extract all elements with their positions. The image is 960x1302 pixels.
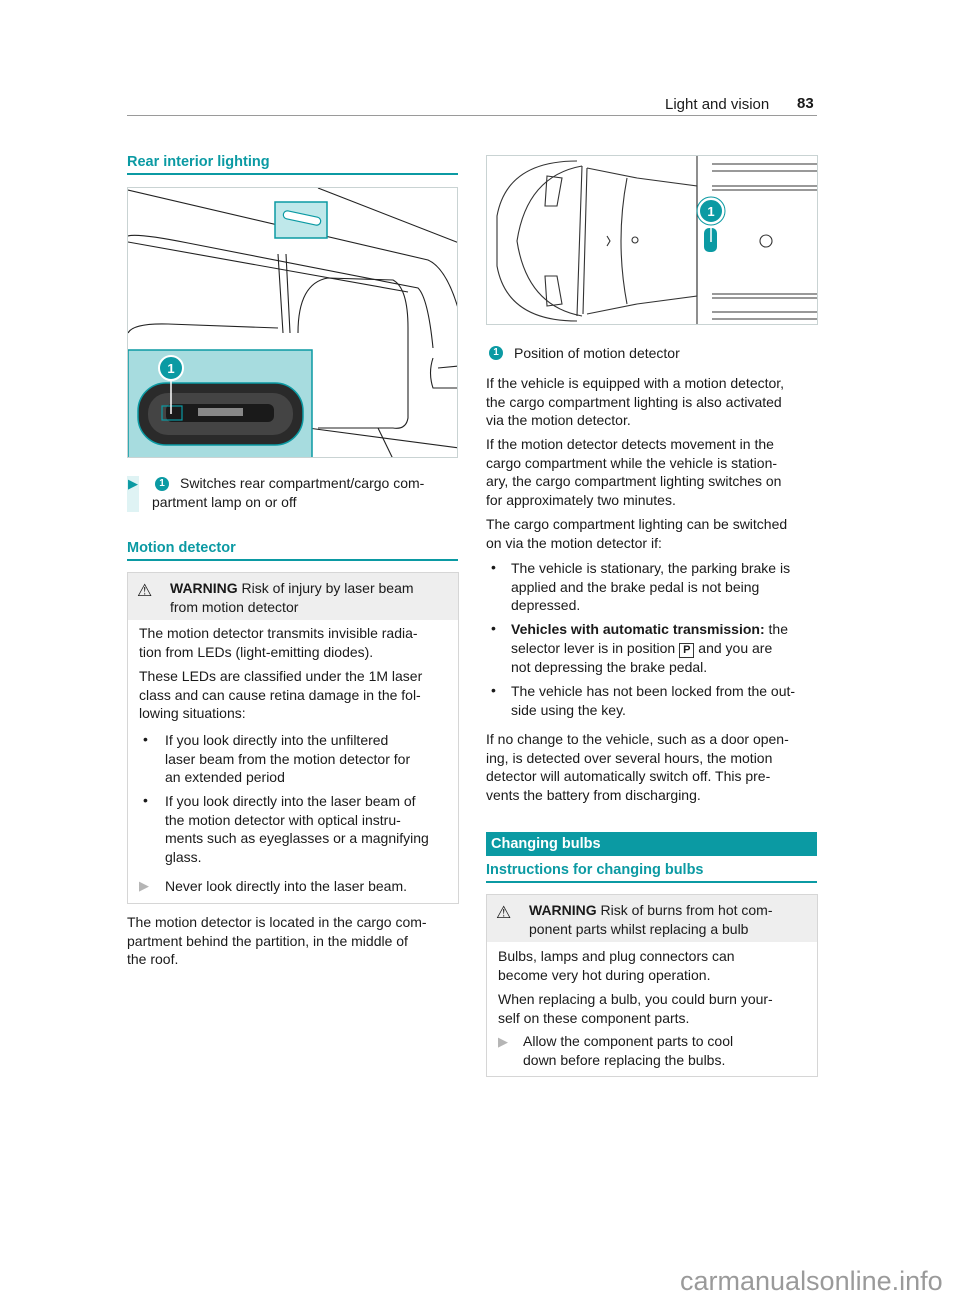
warning-title-text: Risk of injury by laser beam from motion detector — [170, 580, 414, 615]
section-bar-title: Changing bulbs — [491, 836, 601, 852]
bold-label: Vehicles with automatic transmission: — [511, 621, 765, 637]
warning-triangle-icon: ⚠ — [496, 903, 512, 922]
warning-triangle-icon: ⚠ — [137, 581, 153, 600]
rear-lamp-step: Switches rear compartment/cargo com- partment lamp on or off — [152, 475, 425, 510]
callout-1-badge: 1 — [155, 477, 169, 491]
warning-paragraph: Bulbs, lamps and plug connectors can become very hot during operation. — [498, 948, 735, 983]
warning-label: WARNING — [170, 580, 238, 596]
warning-action: Allow the component parts to cool down before replacing the bulbs. — [523, 1033, 734, 1068]
paragraph: If the motion detector detects movement in the cargo compartment while the vehicle is station- ary, the cargo compartment lighting switches on for approximately two minutes. — [486, 436, 782, 508]
section-title-motion-detector: Motion detector — [127, 540, 236, 556]
burn-warning-box — [486, 894, 818, 1077]
watermark: carmanualsonline.info — [680, 1266, 943, 1296]
warning-bullet: If you look directly into the unfiltered laser beam from the motion detector for an extended period — [165, 732, 411, 786]
title-rule — [127, 173, 458, 175]
warning-paragraph: These LEDs are classified under the 1M laser class and can cause retina damage in the fol- lowing situations: — [139, 668, 423, 722]
warning-action: Never look directly into the laser beam. — [165, 878, 407, 894]
warning-label: WARNING — [529, 902, 597, 918]
header-rule — [127, 115, 817, 116]
vehicle-interior-drawing — [128, 188, 458, 458]
bullet-dot: • — [143, 792, 148, 808]
bullet-dot: • — [491, 559, 496, 575]
rear-lamp-illustration — [127, 187, 458, 458]
condition-bullet — [511, 620, 788, 676]
page-number: 83 — [797, 95, 814, 112]
section-bar-changing-bulbs — [486, 832, 817, 856]
warning-header — [487, 895, 817, 942]
vehicle-top-drawing — [487, 156, 818, 325]
bullet-dot: • — [143, 731, 148, 747]
callout-1-label: 1 — [707, 204, 715, 219]
subsection-title: Instructions for changing bulbs — [486, 862, 704, 878]
warning-title-text: Risk of burns from hot com- ponent parts whilst replacing a bulb — [529, 902, 773, 937]
title-rule — [486, 881, 817, 883]
step-arrow-icon: ▶ — [128, 476, 138, 491]
warning-paragraph: The motion detector transmits invisible radia- tion from LEDs (light-emitting diodes). — [139, 625, 418, 660]
laser-warning-box — [127, 572, 459, 904]
warning-title — [529, 901, 773, 938]
callout-1-badge: 1 — [489, 346, 503, 360]
action-arrow-icon: ▶ — [139, 878, 149, 893]
condition-bullet: The vehicle has not been locked from the out- side using the key. — [511, 683, 796, 718]
paragraph: If the vehicle is equipped with a motion detector, the cargo compartment lighting is also activated via the motion detector. — [486, 375, 785, 429]
callout-1-label: 1 — [167, 361, 175, 376]
bullet-text: the selector lever is in position — [511, 621, 788, 656]
gear-position-p-symbol: P — [679, 643, 694, 658]
section-title-rear-interior-lighting: Rear interior lighting — [127, 154, 270, 170]
title-rule — [127, 559, 458, 561]
action-arrow-icon: ▶ — [498, 1034, 508, 1049]
bullet-text: and you are not depressing the brake pedal. — [511, 639, 773, 675]
bullet-dot: • — [491, 620, 496, 636]
condition-bullet: The vehicle is stationary, the parking brake is applied and the brake pedal is not being depressed. — [511, 560, 791, 614]
warning-header — [128, 573, 458, 620]
vehicle-top-view-illustration — [486, 155, 818, 325]
warning-title — [170, 579, 414, 616]
motion-detector-location: The motion detector is located in the cargo com- partment behind the partition, in the middle of the roof. — [127, 914, 427, 968]
paragraph: The cargo compartment lighting can be switched on via the motion detector if: — [486, 516, 788, 551]
paragraph: If no change to the vehicle, such as a door open- ing, is detected over several hours, the motion detector will automatically switch off. This pre- vents the battery from discharging. — [486, 731, 789, 803]
bullet-dot: • — [491, 682, 496, 698]
warning-bullet: If you look directly into the laser beam of the motion detector with optical instru- ments such as eyeglasses or a magnifying glass. — [165, 793, 429, 865]
running-header: Light and vision — [665, 96, 770, 113]
figure-caption: Position of motion detector — [514, 345, 680, 361]
warning-paragraph: When replacing a bulb, you could burn your- self on these component parts. — [498, 991, 773, 1026]
